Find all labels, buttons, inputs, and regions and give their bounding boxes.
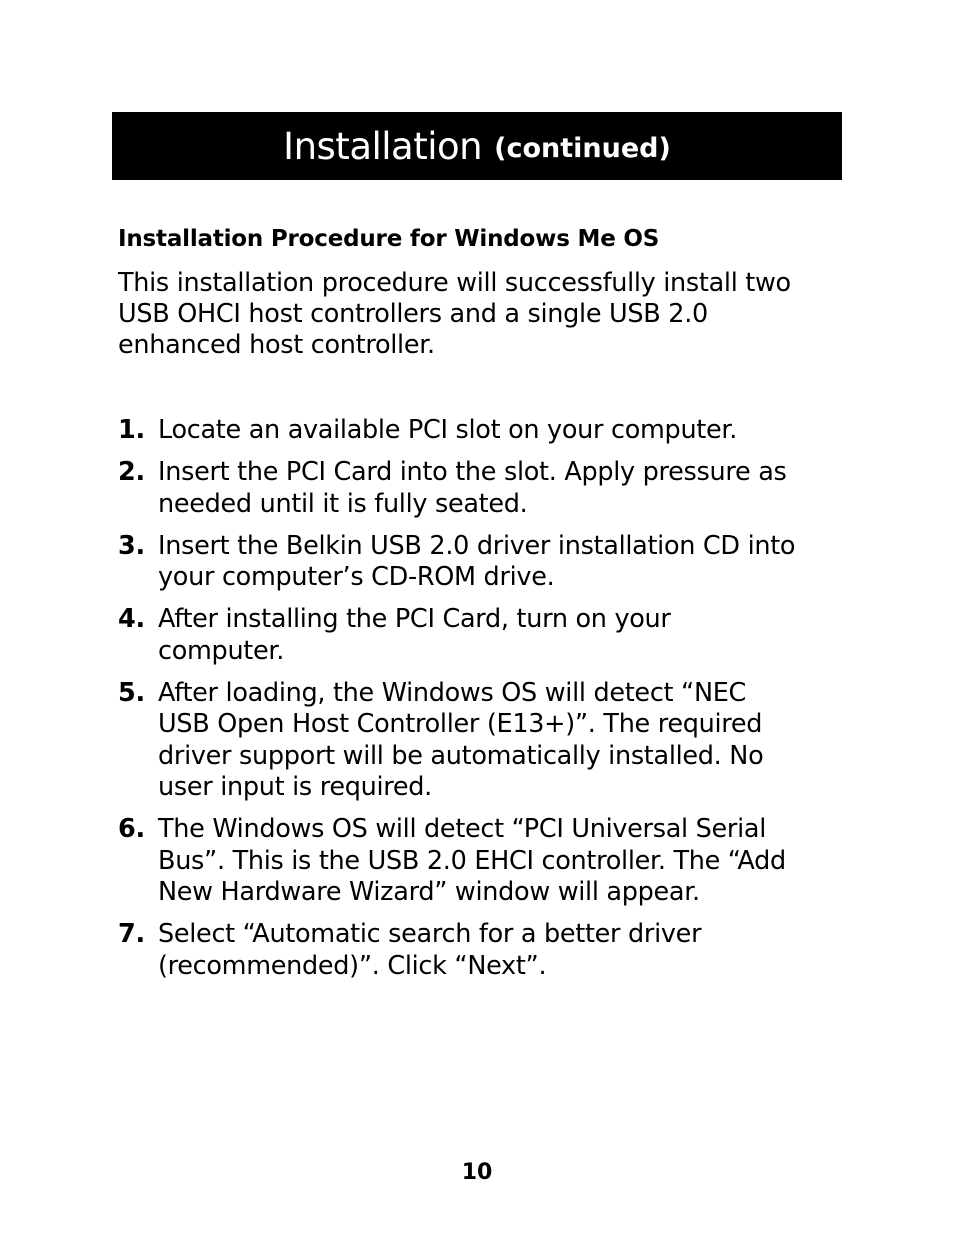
step-number: 1.	[118, 415, 145, 445]
step-line: computer.	[158, 635, 285, 666]
step-number: 6.	[118, 814, 145, 844]
step-item	[118, 457, 828, 520]
step-line: needed until it is fully seated.	[158, 488, 528, 519]
step-line: After loading, the Windows OS will detect “NEC	[158, 677, 747, 708]
step-line: New Hardware Wizard” window will appear.	[158, 877, 700, 907]
step-text	[158, 531, 828, 594]
page-title: Installation	[283, 124, 483, 168]
step-number: 5.	[118, 677, 145, 708]
step-line: After installing the PCI Card, turn on your	[158, 604, 671, 634]
step-text	[158, 919, 828, 982]
step-line: Insert the PCI Card into the slot. Apply pressure as	[158, 457, 787, 487]
intro-line: USB OHCI host controllers and a single USB 2.0	[118, 299, 708, 329]
step-line: (recommended)”. Click “Next”.	[158, 950, 547, 981]
step-text	[158, 604, 828, 667]
page-number: 10	[461, 1160, 493, 1185]
intro-line: This installation procedure will successfully install two	[118, 268, 791, 298]
step-line: driver support will be automatically installed. No	[158, 740, 764, 771]
intro-line: enhanced host controller.	[118, 330, 435, 360]
step-number: 3.	[118, 530, 145, 561]
step-number: 2.	[118, 457, 145, 487]
step-line: USB Open Host Controller (E13+)”. The required	[158, 709, 763, 739]
step-item	[118, 919, 828, 982]
step-text	[158, 678, 828, 804]
section-header-bar	[112, 112, 842, 180]
step-item	[118, 678, 828, 804]
step-number: 4.	[118, 604, 145, 634]
step-line: The Windows OS will detect “PCI Universal Serial	[158, 814, 766, 844]
step-text	[158, 415, 828, 447]
step-item	[118, 531, 828, 594]
installation-steps-list	[118, 415, 828, 993]
step-text	[158, 814, 828, 909]
page-title-continued: (continued)	[494, 132, 671, 164]
step-line: your computer’s CD-ROM drive.	[158, 562, 555, 592]
section-heading: Installation Procedure for Windows Me OS	[118, 226, 660, 252]
step-line: user input is required.	[158, 772, 432, 802]
step-item	[118, 604, 828, 667]
step-line: Bus”. This is the USB 2.0 EHCI controller. The “Add	[158, 845, 786, 876]
step-line: Locate an available PCI slot on your computer.	[158, 415, 738, 445]
step-text	[158, 457, 828, 520]
step-number: 7.	[118, 919, 145, 949]
step-item	[118, 814, 828, 909]
step-line: Insert the Belkin USB 2.0 driver installation CD into	[158, 530, 796, 561]
step-line: Select “Automatic search for a better driver	[158, 919, 702, 949]
intro-paragraph	[118, 268, 818, 361]
step-item	[118, 415, 828, 447]
